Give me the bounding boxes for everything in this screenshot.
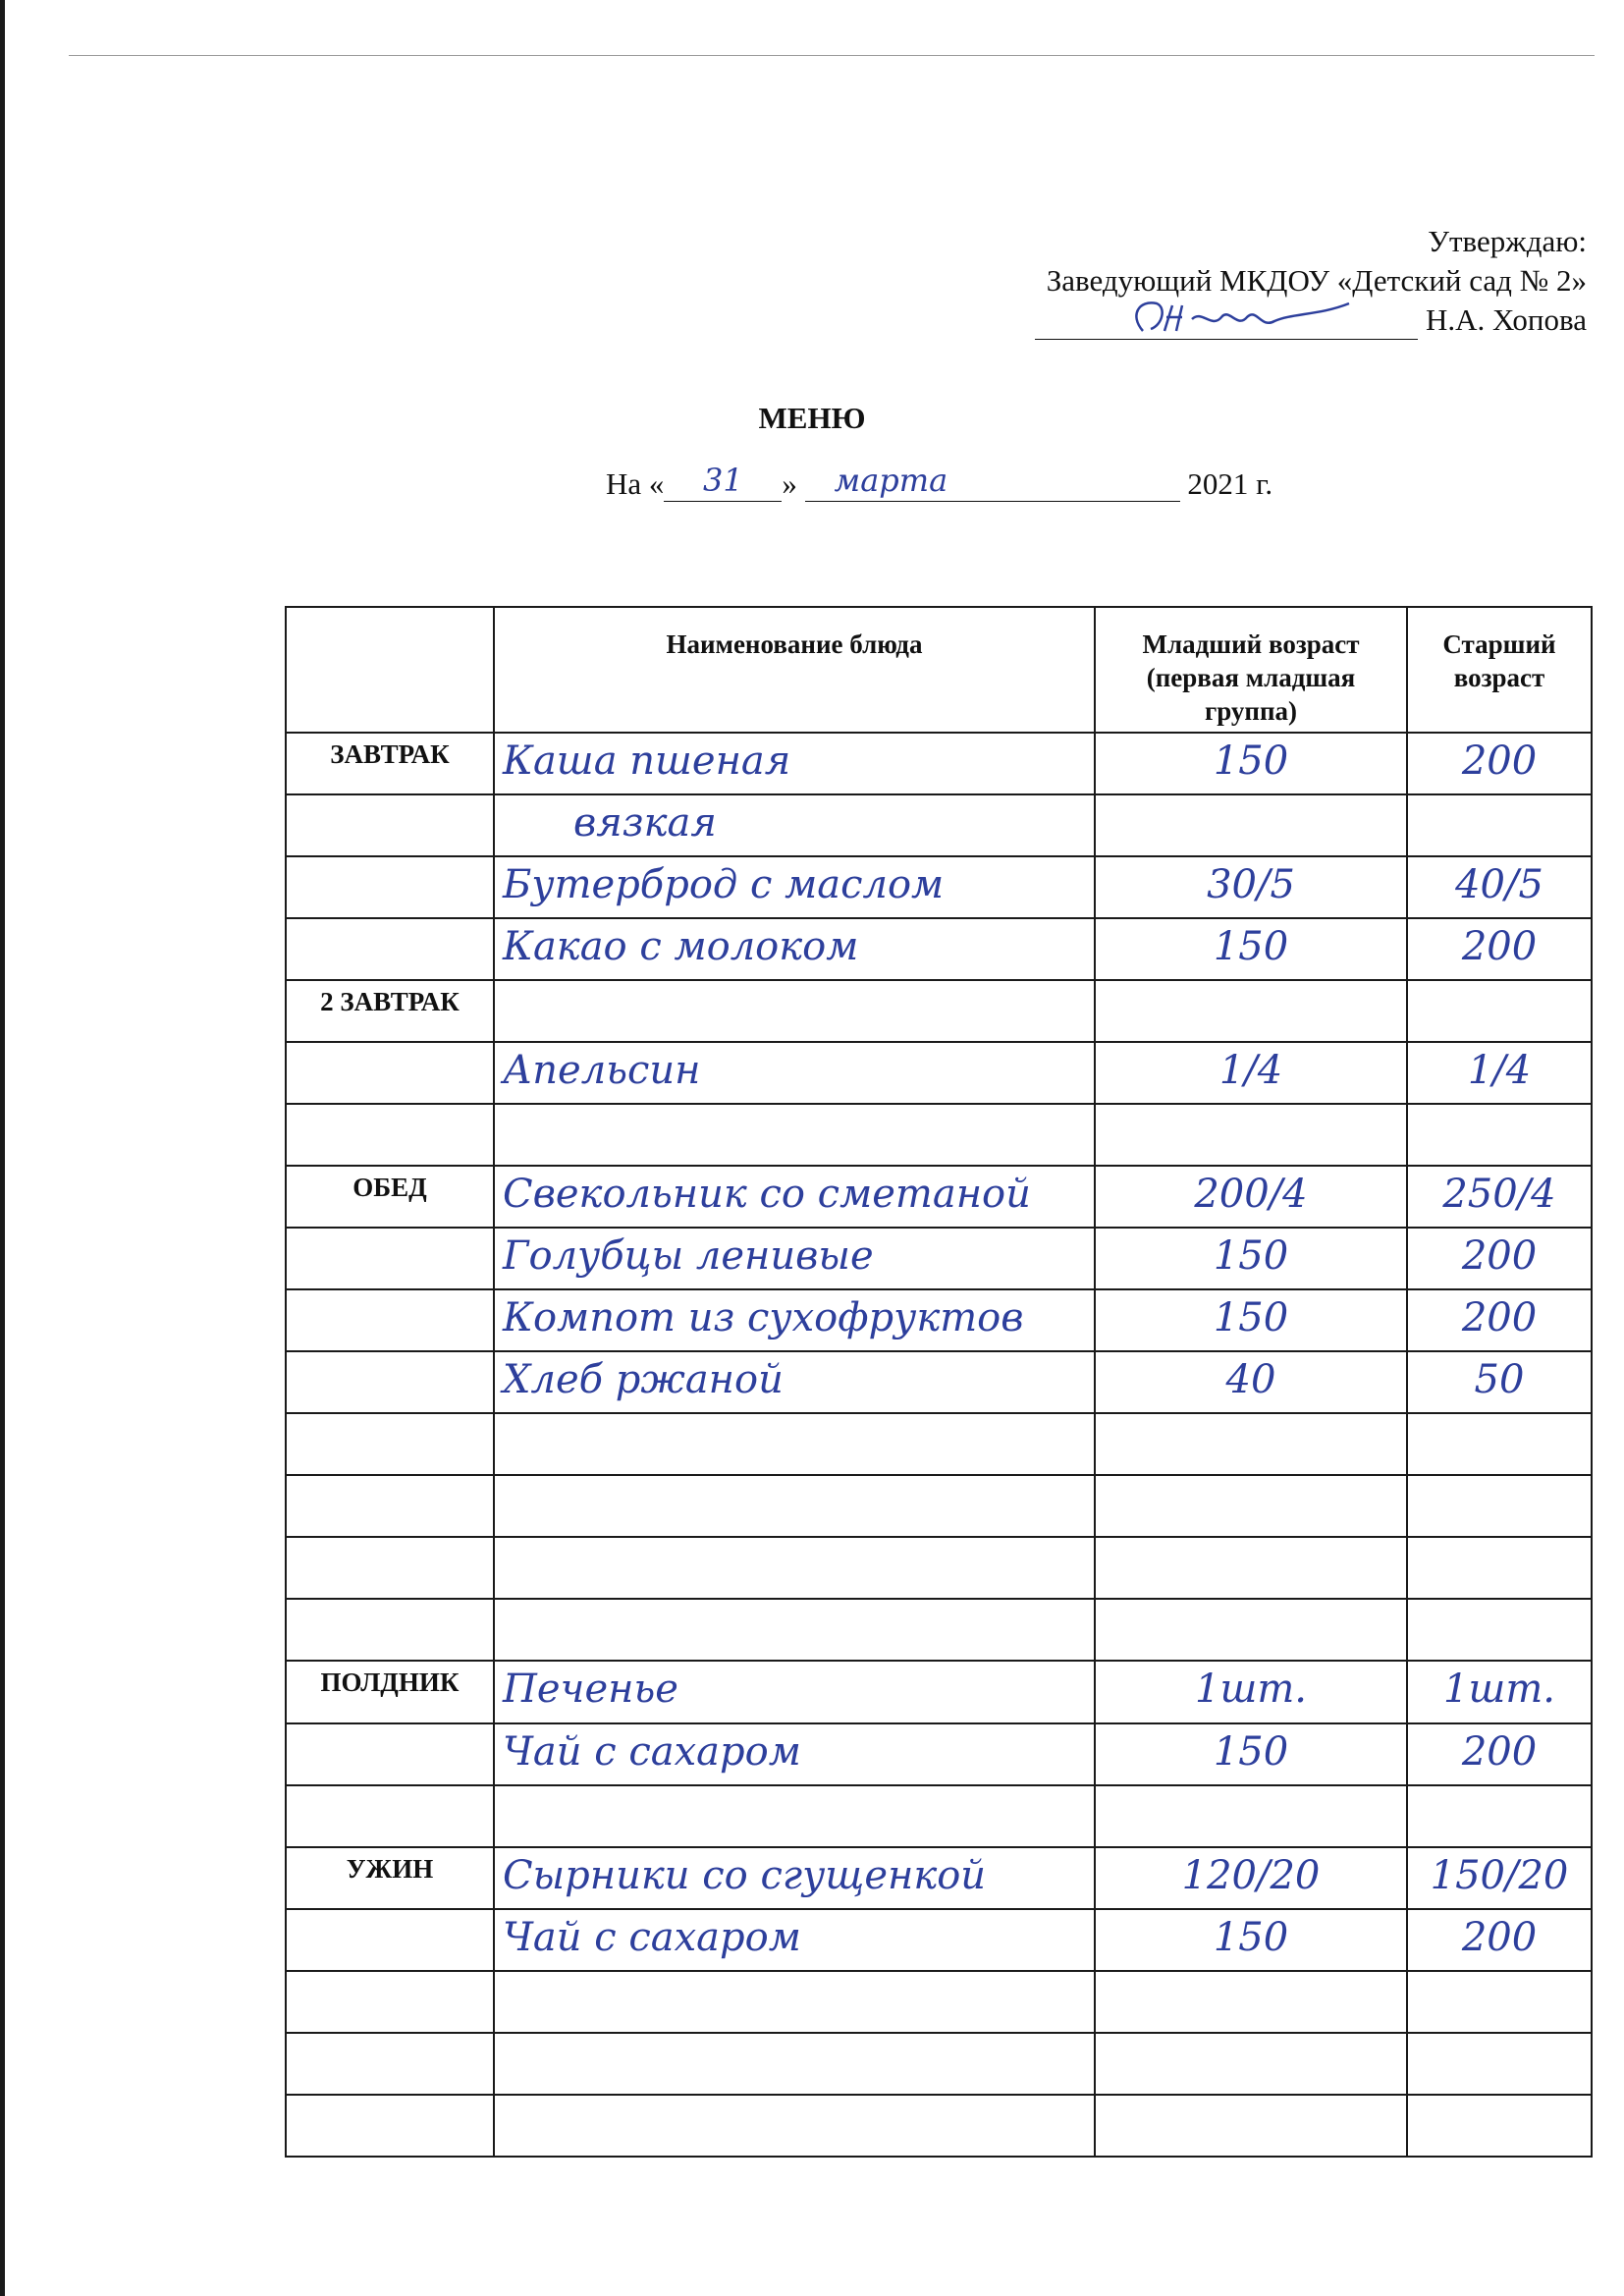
senior-portion-cell: [1407, 1785, 1592, 1847]
table-row: [286, 733, 1592, 794]
signature-mark: [1035, 296, 1418, 339]
senior-portion-cell: 150/20: [1407, 1847, 1592, 1909]
dish-cell: [494, 1537, 1095, 1599]
senior-portion-cell: 200: [1407, 1909, 1592, 1971]
meal-cell: [286, 856, 494, 918]
senior-portion-cell: [1407, 2033, 1592, 2095]
meal-cell: ПОЛДНИК: [286, 1661, 494, 1722]
col-header-dish: Наименование блюда: [494, 607, 1095, 733]
meal-cell: ОБЕД: [286, 1166, 494, 1228]
meal-cell: [286, 1723, 494, 1785]
junior-portion-cell: 150: [1095, 733, 1407, 794]
table-row: [286, 1475, 1592, 1537]
junior-portion-cell: [1095, 1475, 1407, 1537]
dish-cell: [494, 1785, 1095, 1847]
senior-portion-cell: [1407, 1971, 1592, 2033]
junior-portion-cell: 150: [1095, 1909, 1407, 1971]
approval-block: [1035, 222, 1587, 340]
table-row: [286, 1661, 1592, 1722]
dish-cell: Бутерброд с маслом: [494, 856, 1095, 918]
junior-portion-cell: 40: [1095, 1351, 1407, 1413]
table-row: [286, 856, 1592, 918]
table-row: [286, 1166, 1592, 1228]
table-header: [286, 607, 1592, 733]
dish-cell: [494, 1413, 1095, 1475]
date-mid: »: [782, 466, 797, 501]
month-value: марта: [834, 462, 948, 499]
senior-portion-cell: 200: [1407, 733, 1592, 794]
scan-edge: [0, 0, 5, 2296]
meal-cell: [286, 2095, 494, 2157]
table-row: [286, 1042, 1592, 1104]
meal-cell: [286, 1785, 494, 1847]
table-row: [286, 1723, 1592, 1785]
senior-portion-cell: [1407, 1599, 1592, 1661]
date-prefix: На «: [606, 466, 665, 501]
dish-cell: вязкая: [494, 794, 1095, 856]
meal-cell: [286, 1475, 494, 1537]
table-row: [286, 1413, 1592, 1475]
meal-cell: ЗАВТРАК: [286, 733, 494, 794]
junior-portion-cell: 200/4: [1095, 1166, 1407, 1228]
junior-portion-cell: 150: [1095, 1289, 1407, 1351]
table-row: [286, 1847, 1592, 1909]
table-row: [286, 1909, 1592, 1971]
senior-portion-cell: 1/4: [1407, 1042, 1592, 1104]
approve-label: Утверждаю:: [1428, 224, 1587, 258]
date-line: [606, 462, 1273, 502]
senior-portion-cell: [1407, 794, 1592, 856]
junior-portion-cell: 30/5: [1095, 856, 1407, 918]
senior-portion-cell: 50: [1407, 1351, 1592, 1413]
meal-cell: 2 ЗАВТРАК: [286, 980, 494, 1042]
meal-cell: [286, 1104, 494, 1166]
date-year: 2021 г.: [1187, 466, 1273, 501]
col-header-meal: [286, 607, 494, 733]
day-value: 31: [703, 462, 743, 499]
dish-cell: Хлеб ржаной: [494, 1351, 1095, 1413]
senior-portion-cell: [1407, 1104, 1592, 1166]
meal-cell: [286, 794, 494, 856]
table-row: [286, 1971, 1592, 2033]
meal-cell: [286, 1599, 494, 1661]
director-position: Заведующий МКДОУ «Детский сад № 2»: [1046, 263, 1587, 298]
junior-portion-cell: 1шт.: [1095, 1661, 1407, 1722]
dish-cell: [494, 980, 1095, 1042]
junior-portion-cell: 150: [1095, 918, 1407, 980]
junior-portion-cell: [1095, 980, 1407, 1042]
junior-portion-cell: [1095, 1413, 1407, 1475]
dish-cell: Сырники со сгущенкой: [494, 1847, 1095, 1909]
dish-cell: [494, 1104, 1095, 1166]
table-row: [286, 1537, 1592, 1599]
meal-cell: [286, 1909, 494, 1971]
table-row: [286, 1289, 1592, 1351]
director-name: Н.А. Хопова: [1425, 302, 1587, 337]
col-header-senior: Старший возраст: [1407, 607, 1592, 733]
table-row: [286, 1599, 1592, 1661]
dish-cell: [494, 1971, 1095, 2033]
senior-portion-cell: [1407, 1537, 1592, 1599]
junior-portion-cell: 120/20: [1095, 1847, 1407, 1909]
junior-portion-cell: 150: [1095, 1228, 1407, 1289]
senior-portion-cell: 250/4: [1407, 1166, 1592, 1228]
table-row: [286, 1228, 1592, 1289]
table-row: [286, 2033, 1592, 2095]
senior-portion-cell: [1407, 2095, 1592, 2157]
junior-portion-cell: [1095, 1971, 1407, 2033]
senior-portion-cell: 1шт.: [1407, 1661, 1592, 1722]
day-blank: [664, 462, 782, 502]
junior-portion-cell: [1095, 794, 1407, 856]
dish-cell: [494, 1475, 1095, 1537]
meal-cell: УЖИН: [286, 1847, 494, 1909]
junior-portion-cell: [1095, 1537, 1407, 1599]
month-blank: [805, 462, 1180, 502]
scan-top-line: [69, 55, 1595, 56]
meal-cell: [286, 918, 494, 980]
meal-cell: [286, 1413, 494, 1475]
table-row: [286, 980, 1592, 1042]
junior-portion-cell: [1095, 1104, 1407, 1166]
dish-cell: Каша пшеная: [494, 733, 1095, 794]
senior-portion-cell: [1407, 980, 1592, 1042]
senior-portion-cell: 40/5: [1407, 856, 1592, 918]
senior-portion-cell: [1407, 1475, 1592, 1537]
junior-portion-cell: 150: [1095, 1723, 1407, 1785]
senior-portion-cell: [1407, 1413, 1592, 1475]
senior-portion-cell: 200: [1407, 1228, 1592, 1289]
meal-cell: [286, 1042, 494, 1104]
junior-portion-cell: [1095, 2095, 1407, 2157]
meal-cell: [286, 2033, 494, 2095]
meal-cell: [286, 1289, 494, 1351]
junior-portion-cell: [1095, 1599, 1407, 1661]
junior-portion-cell: [1095, 1785, 1407, 1847]
dish-cell: Апельсин: [494, 1042, 1095, 1104]
table-row: [286, 794, 1592, 856]
col-header-junior: Младший возраст (первая младшая группа): [1095, 607, 1407, 733]
senior-portion-cell: 200: [1407, 918, 1592, 980]
table-row: [286, 1104, 1592, 1166]
table-row: [286, 2095, 1592, 2157]
table-row: [286, 918, 1592, 980]
dish-cell: [494, 2033, 1095, 2095]
meal-cell: [286, 1971, 494, 2033]
dish-cell: Печенье: [494, 1661, 1095, 1722]
senior-portion-cell: 200: [1407, 1723, 1592, 1785]
dish-cell: [494, 1599, 1095, 1661]
meal-cell: [286, 1351, 494, 1413]
dish-cell: Свекольник со сметаной: [494, 1166, 1095, 1228]
dish-cell: [494, 2095, 1095, 2157]
dish-cell: Чай с сахаром: [494, 1723, 1095, 1785]
meal-cell: [286, 1228, 494, 1289]
table-row: [286, 1785, 1592, 1847]
signature-blank: [1035, 309, 1418, 340]
table-row: [286, 1351, 1592, 1413]
junior-portion-cell: [1095, 2033, 1407, 2095]
dish-cell: Компот из сухофруктов: [494, 1289, 1095, 1351]
dish-cell: Чай с сахаром: [494, 1909, 1095, 1971]
page-title: МЕНЮ: [758, 401, 866, 435]
senior-portion-cell: 200: [1407, 1289, 1592, 1351]
dish-cell: Какао с молоком: [494, 918, 1095, 980]
dish-cell: Голубцы ленивые: [494, 1228, 1095, 1289]
signature-line: [1035, 301, 1587, 340]
meal-cell: [286, 1537, 494, 1599]
junior-portion-cell: 1/4: [1095, 1042, 1407, 1104]
menu-body: [286, 733, 1592, 2157]
menu-table: [285, 606, 1593, 2158]
